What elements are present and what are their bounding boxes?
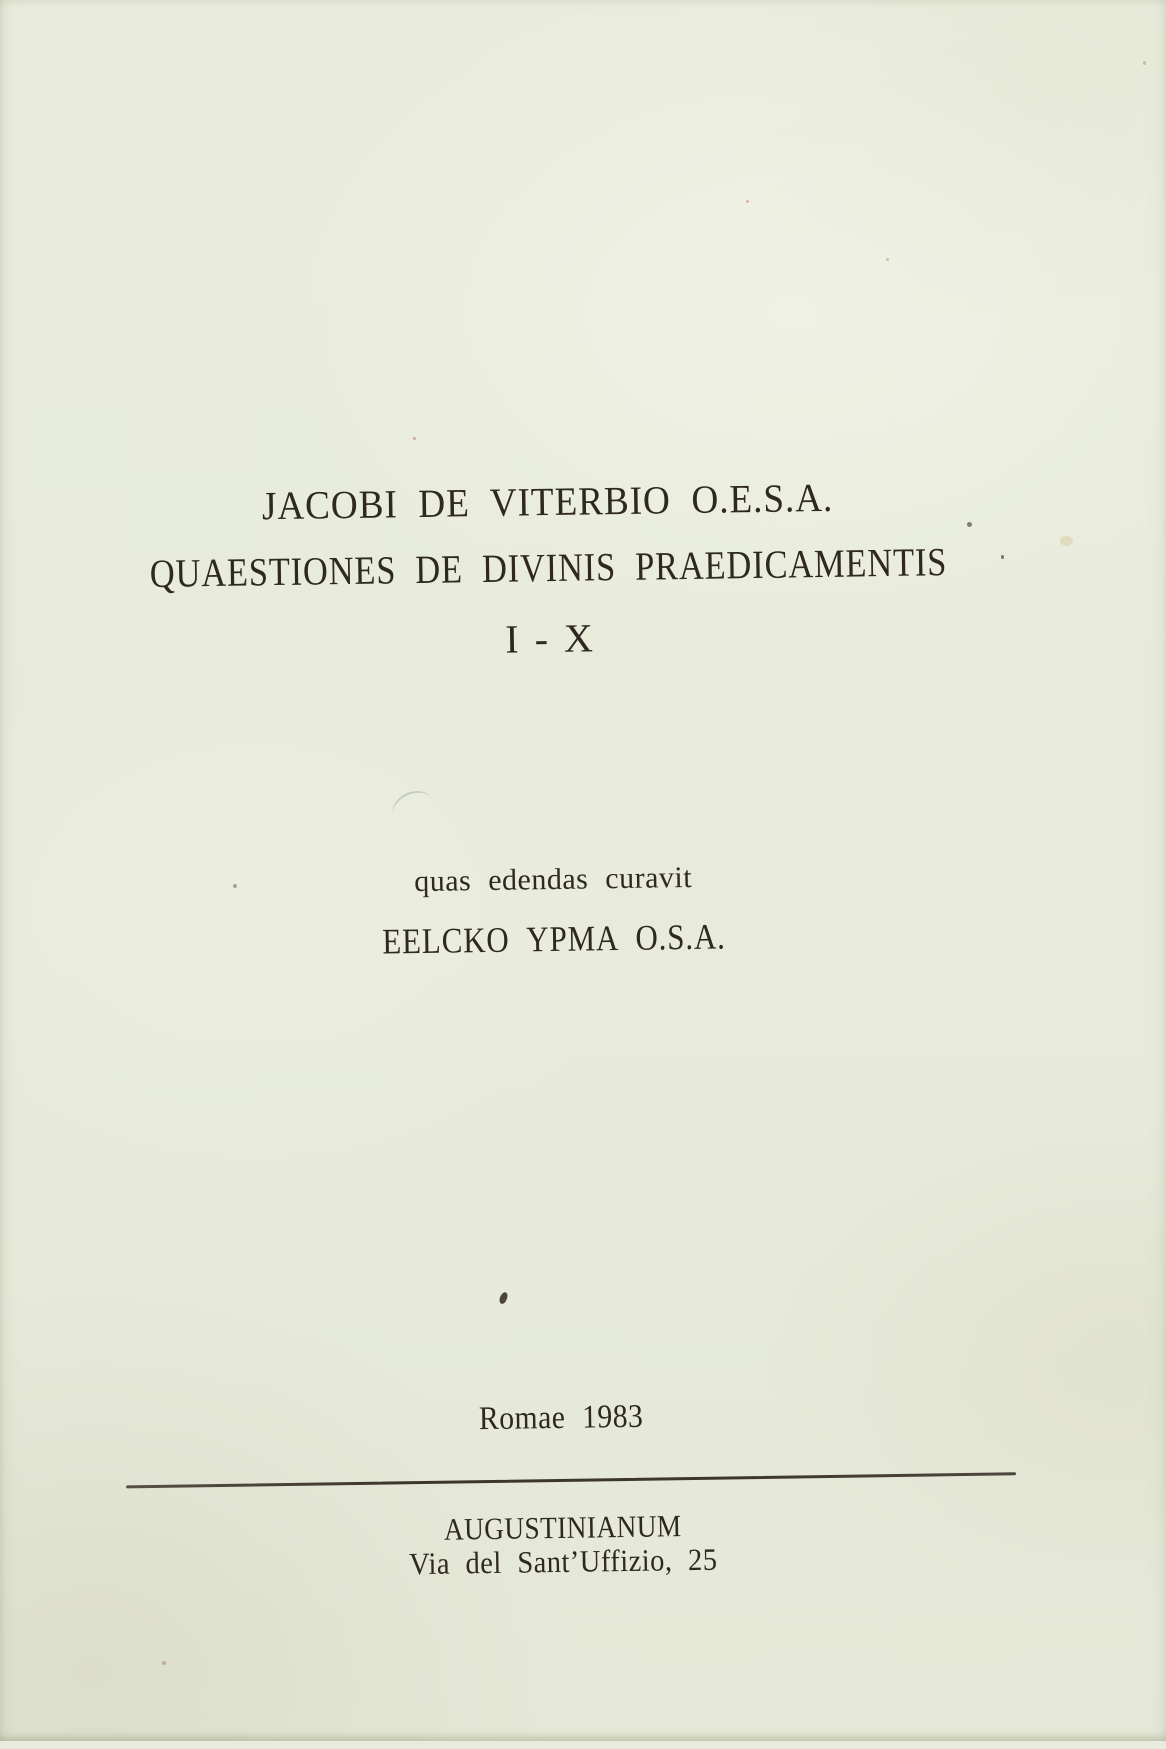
publisher-name: AUGUSTINIANUM (443, 1508, 682, 1547)
publisher-address: Via del Sant’Uffizio, 25 (408, 1541, 718, 1582)
paper-speck (746, 200, 749, 203)
divider-rule (126, 1472, 1016, 1488)
volume-range: I - X (504, 615, 595, 662)
paper-speck (1143, 61, 1146, 65)
imprint-line: Romae 1983 (478, 1398, 644, 1438)
paper-speck (967, 522, 972, 527)
paper-stain (1060, 536, 1073, 546)
editor-intro-line: quas edendas curavit (413, 860, 693, 899)
paper-speck (162, 1661, 166, 1665)
paper-speck (886, 258, 889, 261)
editor-name-line: EELCKO YPMA O.S.A. (382, 916, 727, 962)
author-line: JACOBI DE VITERBIO O.E.S.A. (261, 474, 834, 529)
paper-speck (1001, 555, 1004, 559)
paper-speck (413, 437, 416, 440)
paper-speck (233, 884, 237, 888)
title-line: QUAESTIONES DE DIVINIS PRAEDICAMENTIS (149, 539, 948, 596)
